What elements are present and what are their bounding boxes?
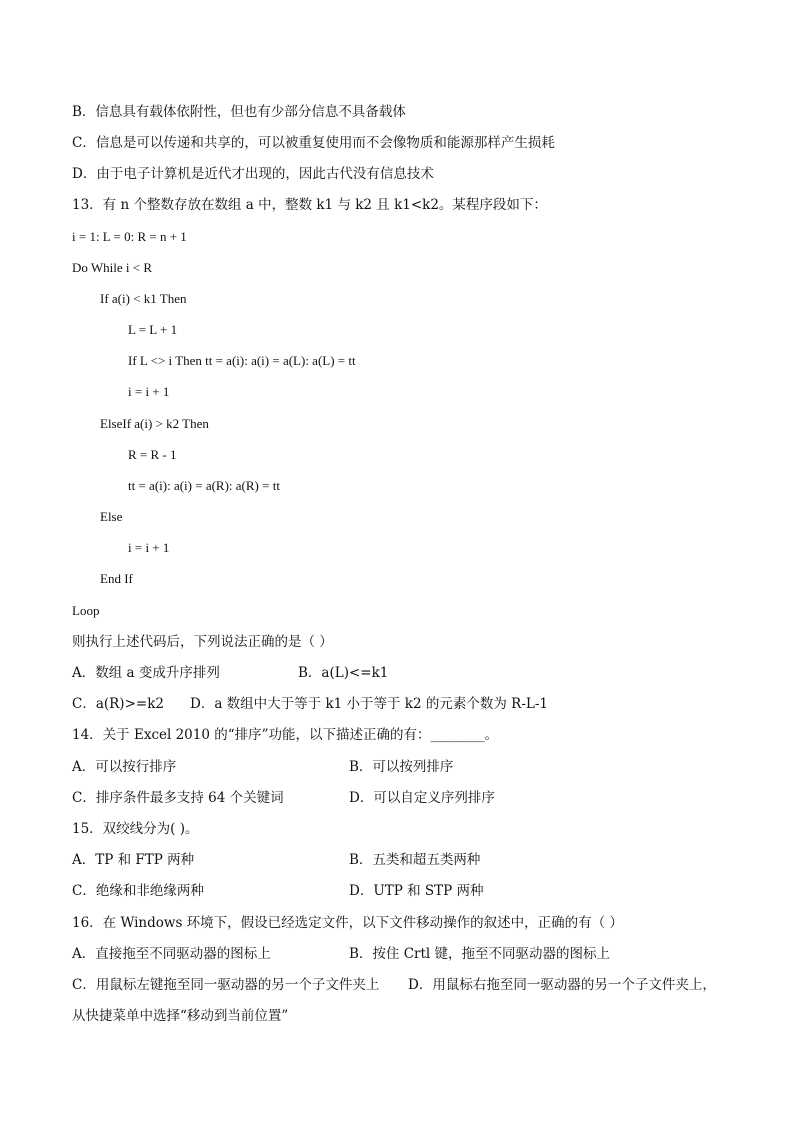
q16-stem: 16．在 Windows 环境下，假设已经选定文件，以下文件移动操作的叙述中，正确的有（ ） xyxy=(72,915,623,931)
code-line: Do While i < R xyxy=(72,260,153,275)
q15-option-c: C．绝缘和非绝缘两种 xyxy=(72,883,204,899)
q13-option-c: C．a(R)>=k2 xyxy=(72,696,164,712)
code-line: End If xyxy=(100,571,133,586)
code-line: tt = a(i): a(i) = a(R): a(R) = tt xyxy=(128,478,280,493)
q16-option-a: A．直接拖至不同驱动器的图标上 xyxy=(72,946,271,962)
code-line: If a(i) < k1 Then xyxy=(100,291,187,306)
q14-option-b: B．可以按列排序 xyxy=(349,759,454,775)
code-line: ElseIf a(i) > k2 Then xyxy=(100,416,209,431)
q12-option-c: C．信息是可以传递和共享的，可以被重复使用而不会像物质和能源那样产生损耗 xyxy=(72,135,555,151)
q16-option-d: D．用鼠标右拖至同一驱动器的另一个子文件夹上， xyxy=(408,977,716,993)
q16-option-b: B．按住 Crtl 键，拖至不同驱动器的图标上 xyxy=(349,946,611,962)
q15-option-a: A．TP 和 FTP 两种 xyxy=(72,852,195,868)
code-line: i = i + 1 xyxy=(128,384,170,399)
q16-option-d-continuation: 从快捷菜单中选择“移动到当前位置” xyxy=(72,1008,289,1024)
code-line: i = i + 1 xyxy=(128,540,170,555)
q15-stem: 15．双绞线分为( )。 xyxy=(72,821,199,837)
code-line: R = R - 1 xyxy=(128,447,177,462)
q15-option-d: D．UTP 和 STP 两种 xyxy=(349,883,484,899)
q13-option-a: A．数组 a 变成升序排列 xyxy=(72,665,220,681)
code-line: i = 1: L = 0: R = n + 1 xyxy=(72,229,187,244)
q14-option-c: C．排序条件最多支持 64 个关键词 xyxy=(72,790,284,806)
q13-option-d: D．a 数组中大于等于 k1 小于等于 k2 的元素个数为 R-L-1 xyxy=(190,696,548,712)
code-line: L = L + 1 xyxy=(128,322,178,337)
q15-option-b: B．五类和超五类两种 xyxy=(349,852,481,868)
q12-option-b: B．信息具有载体依附性，但也有少部分信息不具备载体 xyxy=(72,104,406,120)
q13-option-b: B．a(L)<=k1 xyxy=(298,665,389,681)
q14-option-a: A．可以按行排序 xyxy=(72,759,177,775)
q13-question: 则执行上述代码后，下列说法正确的是（ ） xyxy=(72,634,333,650)
q14-stem: 14．关于 Excel 2010 的“排序”功能，以下描述正确的有：________。 xyxy=(72,727,499,743)
q14-option-d: D．可以自定义序列排序 xyxy=(349,790,495,806)
q13-stem: 13．有 n 个整数存放在数组 a 中，整数 k1 与 k2 且 k1<k2。某程序段如下： xyxy=(72,197,547,213)
code-line: Loop xyxy=(72,603,100,618)
code-line: If L <> i Then tt = a(i): a(i) = a(L): a(L) = tt xyxy=(128,353,356,368)
code-line: Else xyxy=(100,509,123,524)
q12-option-d: D．由于电子计算机是近代才出现的，因此古代没有信息技术 xyxy=(72,166,434,182)
q16-option-c: C．用鼠标左键拖至同一驱动器的另一个子文件夹上 xyxy=(72,977,380,993)
